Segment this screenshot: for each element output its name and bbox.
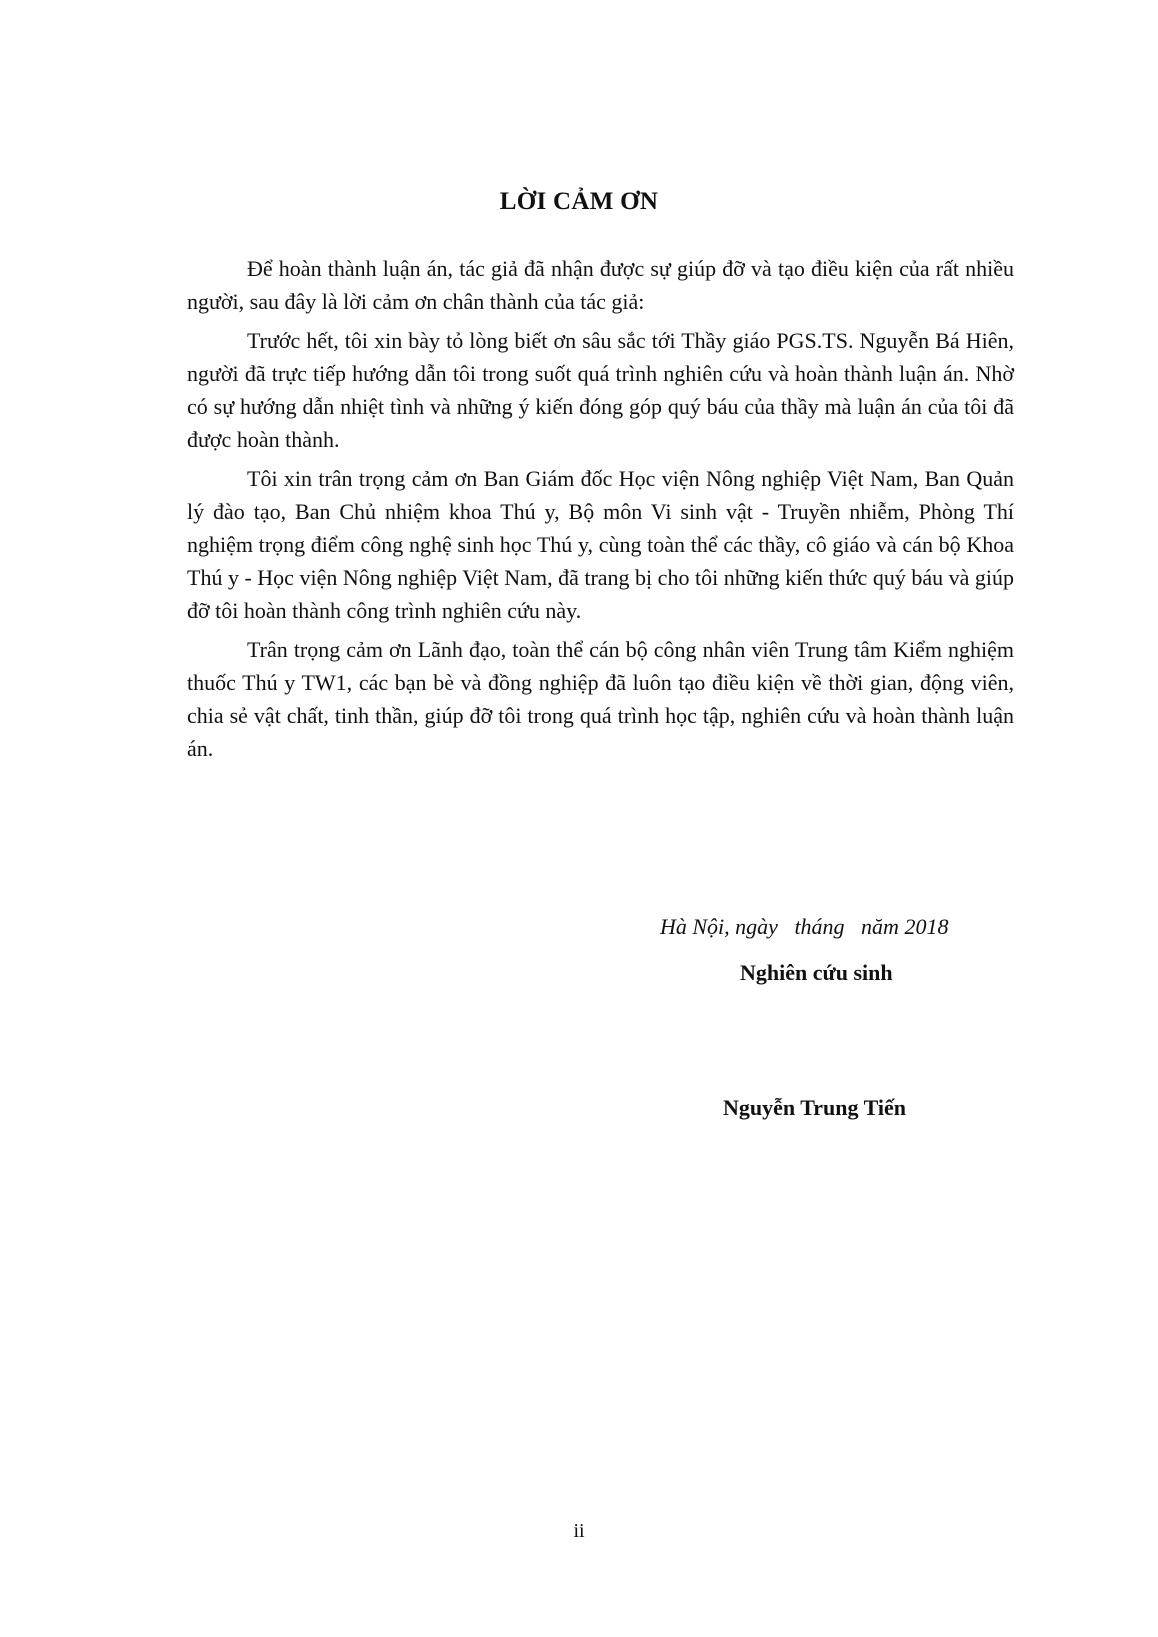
page-number: ii (573, 1520, 585, 1542)
paragraph-3: Tôi xin trân trọng cảm ơn Ban Giám đốc Học viện Nông nghiệp Việt Nam, Ban Quản lý đào tạo, Ban Chủ nhiệm khoa Thú y, Bộ môn Vi sinh vật - Truyền nhiễm, Phòng Thí nghiệm trọng điểm công nghệ sinh học Thú y, cùng toàn thể các thầy, cô giáo và cán bộ Khoa Thú y - Học viện Nông nghiệp Việt Nam, đã trang bị cho tôi những kiến thức quý báu và giúp đỡ tôi hoàn thành công trình nghiên cứu này. (187, 466, 1014, 623)
signature-role: Nghiên cứu sinh (740, 960, 893, 985)
acknowledgement-body (187, 252, 1014, 771)
signature-date: Hà Nội, ngày tháng năm 2018 (660, 914, 949, 939)
signature-name: Nguyễn Trung Tiến (723, 1095, 906, 1120)
page-title: LỜI CẢM ƠN (499, 188, 659, 215)
paragraph-1: Để hoàn thành luận án, tác giả đã nhận được sự giúp đỡ và tạo điều kiện của rất nhiều người, sau đây là lời cảm ơn chân thành của tác giả: (187, 256, 1014, 314)
paragraph-2: Trước hết, tôi xin bày tỏ lòng biết ơn sâu sắc tới Thầy giáo PGS.TS. Nguyễn Bá Hiên, người đã trực tiếp hướng dẫn tôi trong suốt quá trình nghiên cứu và hoàn thành luận án. Nhờ có sự hướng dẫn nhiệt tình và những ý kiến đóng góp quý báu của thầy mà luận án của tôi đã được hoàn thành. (187, 328, 1014, 452)
paragraph-4: Trân trọng cảm ơn Lãnh đạo, toàn thể cán bộ công nhân viên Trung tâm Kiểm nghiệm thuốc Thú y TW1, các bạn bè và đồng nghiệp đã luôn tạo điều kiện về thời gian, động viên, chia sẻ vật chất, tinh thần, giúp đỡ tôi trong quá trình học tập, nghiên cứu và hoàn thành luận án. (187, 637, 1014, 761)
